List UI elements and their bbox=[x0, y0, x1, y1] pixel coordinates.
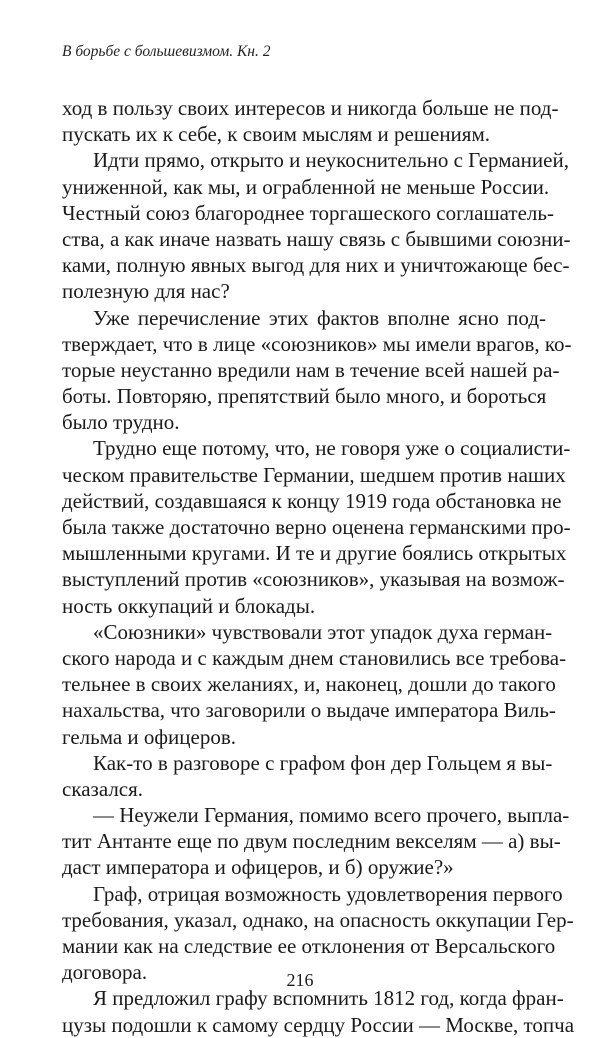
page-number: 216 bbox=[286, 970, 314, 990]
text-line: униженной, как мы, и ограбленной не меньше России. bbox=[62, 174, 550, 199]
text-line: мышленными кругами. И те и другие боялись открытых bbox=[62, 541, 567, 566]
text-line: договора. bbox=[62, 960, 148, 985]
text-line: Я предложил графу вспомнить 1812 год, когда фран- bbox=[93, 986, 564, 1011]
text-line: Идти прямо, открыто и неукоснительно с Германией, bbox=[93, 148, 569, 173]
text-line: — Неужели Германия, помимо всего прочего, выпла- bbox=[93, 803, 570, 828]
text-line: даст императора и офицеров, и б) оружие?» bbox=[62, 855, 454, 880]
text-line: ход в пользу своих интересов и никогда больше не под- bbox=[62, 96, 559, 120]
text-line: тельнее в своих желаниях, и, наконец, дошли до такого bbox=[62, 672, 556, 697]
text-line: ность оккупаций и блокады. bbox=[62, 593, 316, 618]
text-line: выступлений против «союзников», указывая на возмож- bbox=[62, 567, 565, 592]
text-line: мании как на следствие ее отклонения от Версальского bbox=[62, 934, 556, 958]
text-line: ческом правительстве Германии, шедшем против наших bbox=[62, 462, 566, 487]
text-line: Трудно еще потому, что, не говоря уже о социалисти- bbox=[93, 436, 571, 461]
running-head: В борьбе с большевизмом. Кн. 2 bbox=[62, 43, 271, 60]
text-line: нахальства, что заговорили о выдаче императора Виль- bbox=[62, 698, 556, 723]
text-line: торые неустанно вредили нам в течение всей нашей ра- bbox=[62, 357, 560, 382]
text-line: Граф, отрицая возможность удовлетворения первого bbox=[93, 881, 563, 906]
text-line: цузы подошли к самому сердцу России — Москве, топча bbox=[62, 1012, 575, 1037]
text-line: ства, а как иначе назвать нашу связь с бывшими союзни- bbox=[62, 226, 571, 251]
text-line: полезную для нас? bbox=[62, 279, 230, 304]
text-line: была также достаточно верно оценена германскими про- bbox=[62, 515, 571, 539]
text-line: гельма и офицеров. bbox=[62, 724, 236, 749]
text-line: действий, создавшаяся к концу 1919 года обстановка не bbox=[62, 488, 562, 513]
text-line: тверждает, что в лице «союзников» мы имели врагов, ко- bbox=[62, 331, 572, 356]
text-line: боты. Повторяю, препятствий было много, и бороться bbox=[62, 384, 547, 409]
body-text bbox=[62, 95, 575, 1038]
text-line: требования, указал, однако, на опасность оккупации Гер- bbox=[62, 907, 574, 932]
text-line: ского народа и с каждым днем становились все требова- bbox=[62, 645, 567, 670]
text-line: Как-то в разговоре с графом фон дер Гольцем я вы- bbox=[93, 750, 553, 775]
text-line: пускать их к себе, к своим мыслям и решениям. bbox=[62, 122, 490, 147]
text-line: Уже перечисление этих фактов вполне ясно под- bbox=[93, 305, 546, 330]
text-line: было трудно. bbox=[62, 410, 180, 435]
text-line: сказался. bbox=[62, 776, 144, 801]
text-line: Честный союз благороднее торгашеского соглашатель- bbox=[62, 200, 554, 225]
text-line: ками, полную явных выгод для них и уничтожающе бес- bbox=[62, 253, 570, 278]
text-line: «Союзники» чувствовали этот упадок духа герман- bbox=[93, 619, 553, 644]
text-line: тит Антанте еще по двум последним векселям — а) вы- bbox=[62, 829, 561, 854]
